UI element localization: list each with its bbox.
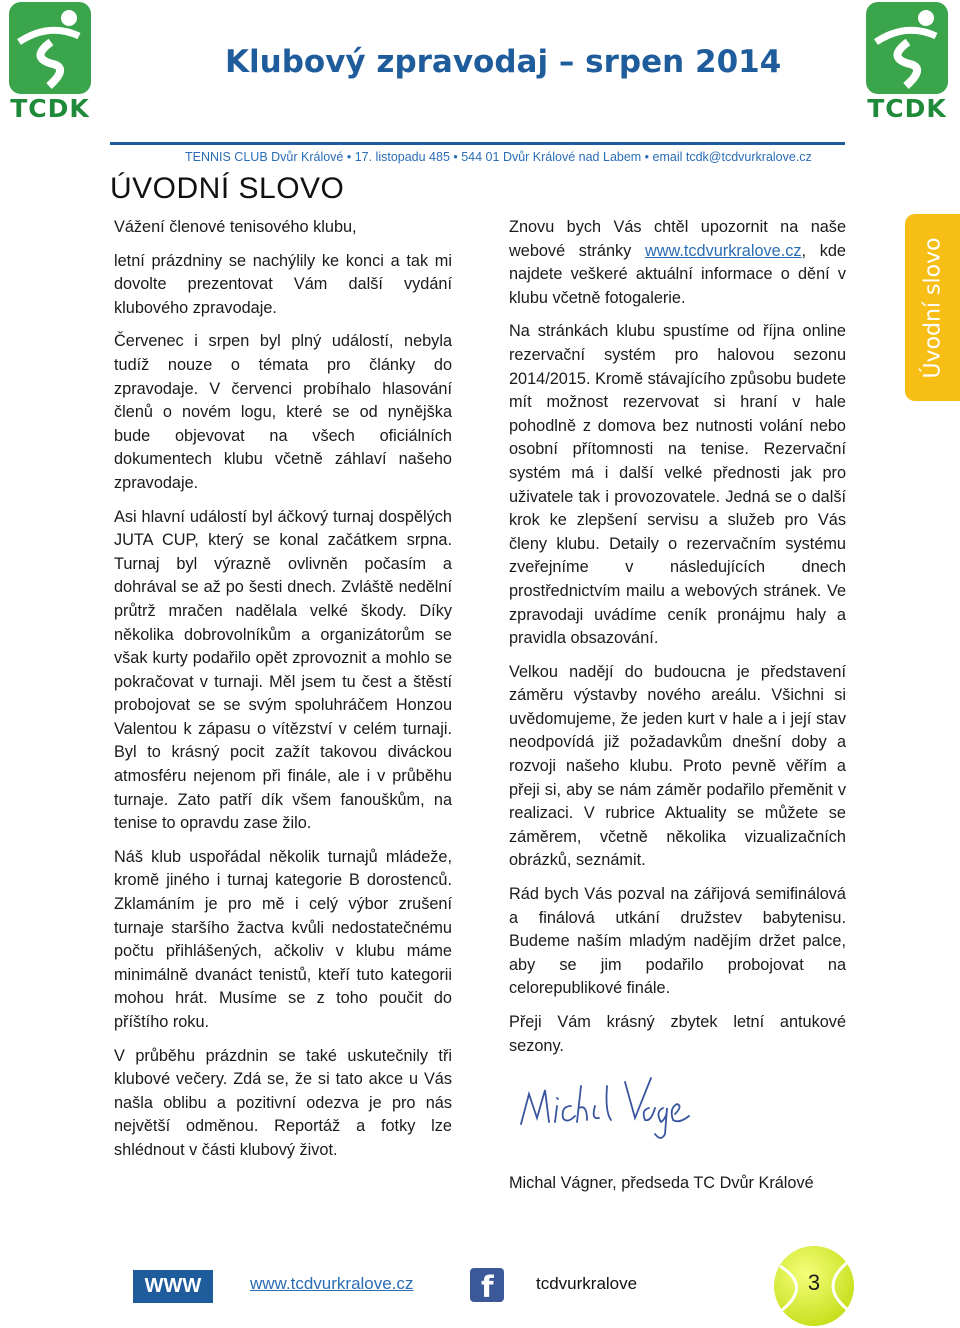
left-column [114, 216, 452, 1173]
paragraph: Rád bych Vás pozval na zářijová semifinálová a finálová utkání družstev babytenisu. Budeme naším mladým nadějím držet palce, aby se jim podařilo probojovat na celorepublikové finále. [509, 885, 846, 998]
handwritten-signature [515, 1072, 695, 1146]
logo-text: TCDK [10, 94, 90, 123]
tcdk-logo-right [866, 2, 948, 126]
text-run: , kde najdete veškeré aktuální informace o dění v klubu včetně fotogalerie. [509, 241, 846, 307]
page-number: 3 [807, 1270, 821, 1295]
paragraph: Velkou nadějí do budoucna je představení záměru výstavby nového areálu. Všichni si uvědomujeme, že jeden kurt v hale a i její stav neodpovídá již požadavkům dnešní doby a rozvoji našeho klubu. Proto pevně věřím a přeji si, aby se nám záměr podařilo přeměnit v realizaci. V rubrice Aktuality se můžete se záměrem, včetně několika vizualizačních obrázků, seznámit. [509, 662, 846, 870]
paragraph: letní prázdniny se nachýlily ke konci a tak mi dovolte prezentovat Vám další vydání klubového zpravodaje. [114, 251, 452, 317]
newsletter-title: Klubový zpravodaj – srpen 2014 [225, 44, 782, 80]
facebook-handle: tcdvurkralove [536, 1274, 638, 1293]
logo-text: TCDK [867, 94, 947, 123]
tcdk-logo-mark [866, 2, 948, 94]
signature-name: Michal Vágner, předseda TC Dvůr Králové [509, 1173, 814, 1192]
section-side-tab [905, 214, 960, 401]
paragraph: Na stránkách klubu spustíme od října online rezervační systém pro halovou sezonu 2014/2015. Kromě stávajícího způsobu budete mít možnost rezervovat si hraní v hale pohodlně z domova bez nutnosti volání nebo osobní přítomnosti na tenise. Rezervační systém má i další velké přednosti jak pro uživatele tak i provozovatele. Jedná se o další krok ke zlepšení servisu a služeb pro Vás členy klubu. Detaily o rezervačním systému zveřejníme v následujících dnech prostřednictvím mailu a webových stránek. Ve zpravodaji uvádíme ceník pronájmu haly a pravidla obsazování. [509, 322, 846, 648]
tcdk-logo-left [9, 2, 91, 126]
text-run: Znovu bych Vás chtěl upozornit na naše webové stránky [509, 218, 846, 260]
paragraph: Náš klub uspořádal několik turnajů mládeže, kromě jiného i turnaj kategorie B dorostenců. Zklamáním je pro mě i celý výbor zrušení turnaje staršího žactva kvůli nedostatečnému počtu přihlášených, ačkoliv v klubu máme minimálně dvanáct tenistů, kteří tuto kategorii mohou hrát. Musíme se z toho poučit do příštího roku. [114, 847, 452, 1031]
header-divider [110, 142, 845, 145]
paragraph: V průběhu prázdnin se také uskutečnily tři klubové večery. Zdá se, že si tato akce u Vás našla oblibu a pozitivní odezva je pro nás největší odměnou. Reportáž a fotky lze shlédnout v části klubový život. [114, 1046, 452, 1159]
side-tab-label: Úvodní slovo [920, 236, 945, 379]
paragraph: Červenec i srpen byl plný událostí, nebyla tudíž nouze o témata pro články do zpravodaje. V červenci probíhalo hlasování členů o novém logu, které se od nynějška bude objevovat na všech oficiálních dokumentech klubu včetně záhlaví našeho zpravodaje. [114, 332, 452, 492]
paragraph: Přeji Vám krásný zbytek letní antukové sezony. [509, 1013, 846, 1055]
section-heading: ÚVODNÍ SLOVO [110, 172, 345, 205]
paragraph [509, 216, 846, 310]
website-link[interactable]: www.tcdvurkralove.cz [644, 241, 802, 260]
greeting: Vážení členové tenisového klubu, [114, 218, 357, 236]
club-address: TENNIS CLUB Dvůr Králové • 17. listopadu 485 • 544 01 Dvůr Králové nad Labem • email tcdk@tcdvurkralove.cz [185, 150, 812, 164]
facebook-icon[interactable]: f [470, 1268, 504, 1302]
www-badge: WWW [133, 1270, 213, 1303]
tcdk-logo-mark [9, 2, 91, 94]
paragraph: Asi hlavní událostí byl áčkový turnaj dospělých JUTA CUP, který se konal začátkem srpna. Turnaj byl výrazně ovlivněn počasím a dohrával se až po šesti dnech. Zvláště nedělní průtrž mračen nadělala velké škody. Díky několika dobrovolníkům a organizátorům se však kurty podařilo opět zprovoznit a mohlo se pokračovat v turnaji. Měl jsem tu čest a štěstí probojovat se se svým spoluhráčem Honzou Valentou k zápasu o vítězství v celém turnaji. Byl to krásný pocit zažít takovou diváckou atmosféru nejenom při finále, ale i v průběhu turnaje. Zato patří dík všem fanouškům, na tenise to opravdu zase žilo. [114, 507, 452, 833]
right-column [509, 216, 846, 1205]
footer-website-link[interactable]: www.tcdvurkralove.cz [250, 1274, 414, 1293]
